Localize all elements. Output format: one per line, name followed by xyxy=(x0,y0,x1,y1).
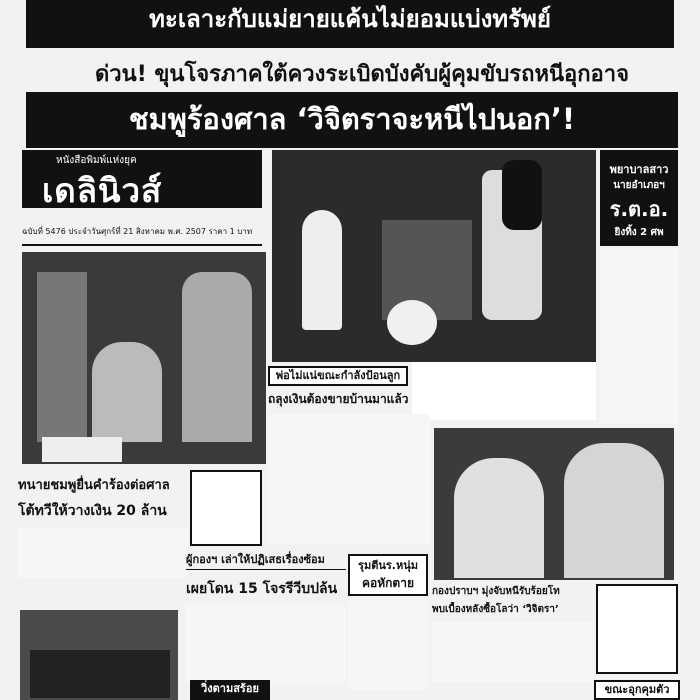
youth-headline-box xyxy=(348,554,428,596)
court-photo-caption xyxy=(412,362,596,420)
sidebar-title-big: ร.ต.อ. xyxy=(609,197,669,221)
white-cloth xyxy=(42,437,122,462)
wife-story-headline-2: ถลุงเงินต้องขายบ้านมาแล้ว xyxy=(268,392,409,406)
masthead-name: เดลินิวส์ xyxy=(42,171,163,208)
gang-story-body xyxy=(186,604,346,684)
masthead xyxy=(22,150,262,208)
love-headline-1: กองปราบฯ มุ่งจับหนีรับร้อยโท xyxy=(432,586,560,597)
court-person-right xyxy=(502,160,542,230)
sidebar-title-mid: นายอำเภอฯ xyxy=(613,180,665,191)
sidebar-title-top: พยาบาลสาว xyxy=(609,163,669,176)
gang-headline: เผยโดน 15 โจรรีวีบปล้น xyxy=(186,581,338,597)
headline-second: ด่วน! ขุนโจรภาคใต้ควงระเบิดบังคับผู้คุมขับรถหนีอุกอาจ xyxy=(95,62,629,87)
crowd-photo xyxy=(20,610,178,700)
youth-headline-2: คอหักตาย xyxy=(362,576,414,590)
masthead-slogan: หนังสือพิมพ์แห่งยุค xyxy=(56,155,137,166)
love-story-body xyxy=(432,622,592,682)
youth-headline-1: รุมตีนร.หนุ่ม xyxy=(358,559,418,572)
sidebar-headline-box xyxy=(600,150,678,246)
officers-photo xyxy=(22,252,266,464)
headline-main: ชมพูร้องศาล ‘วิจิตราจะหนีไปนอก’! xyxy=(26,92,678,148)
lawyer-story-body xyxy=(18,528,188,578)
headline-top: ทะเลาะกับแม่ยายแค้นไม่ยอมแบ่งทรัพย์ xyxy=(26,0,674,48)
small-boxed-story xyxy=(190,470,262,546)
court-person-left xyxy=(302,210,342,330)
two-men-photo xyxy=(434,428,674,580)
court-plant-pot xyxy=(387,300,437,345)
man-right xyxy=(564,443,664,578)
lawyer-headline-2: โต้ทวีให้วางเงิน 20 ล้าน xyxy=(18,503,167,519)
man-left xyxy=(454,458,544,578)
sidebar-title-bottom: ยิงทิ้ง 2 ศพ xyxy=(614,227,664,238)
crowd xyxy=(30,650,170,698)
wife-story-body xyxy=(268,414,430,544)
court-photo xyxy=(272,150,596,362)
sidebar-body-text xyxy=(600,248,678,424)
right-boxed-story xyxy=(596,584,678,674)
wife-story-headline-1: พ่อไม่แน่ขณะกำลังป้อนลูก xyxy=(268,366,408,386)
bottom-right-headline: ขณะอุกคุมตัว xyxy=(594,680,680,700)
bottom-left-headline: วิ่งตามสร้อย xyxy=(190,680,270,700)
bending-officer xyxy=(92,342,162,442)
officer-1 xyxy=(37,272,87,442)
suspect-figure xyxy=(182,272,252,442)
youth-story-body xyxy=(348,600,428,690)
love-headline-2: พบเบื้องหลังซื้อโลว่า ‘วิจิตรา’ xyxy=(432,604,559,615)
lawyer-headline-1: ทนายชมพูยื่นคำร้องต่อศาล xyxy=(18,478,170,493)
club-headline: ผู้กองฯ เล่าให้ปฏิเสธเรื่องซ้อม xyxy=(186,550,346,570)
masthead-dateline: ฉบับที่ 5476 ประจำวันศุกร์ที่ 21 สิงหาคม พ.ศ. 2507 ราคา 1 บาท xyxy=(22,209,262,246)
